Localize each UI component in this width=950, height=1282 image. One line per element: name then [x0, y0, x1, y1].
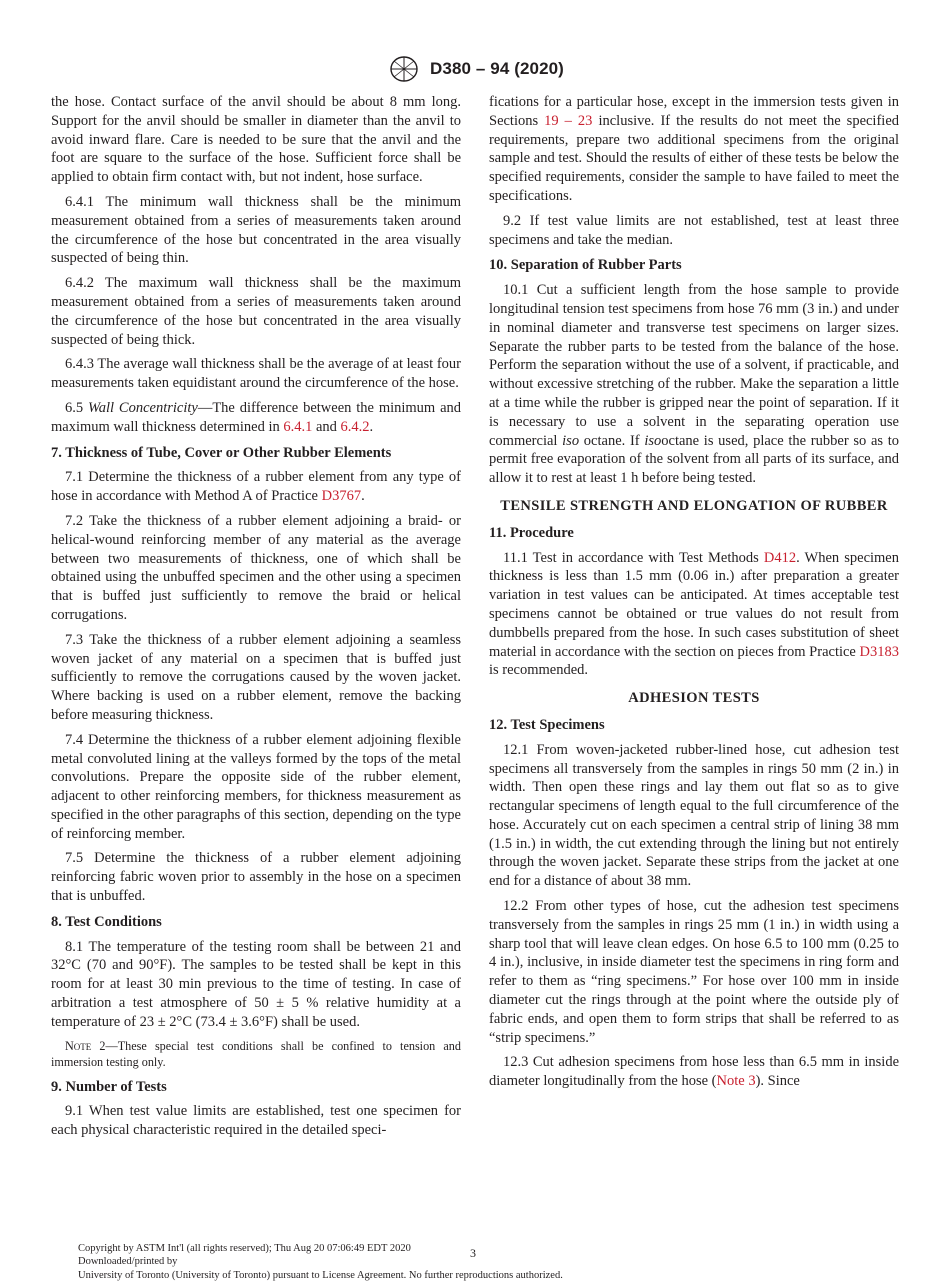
note-2: Note 2—These special test conditions shall be confined to tension and immersion testing only.	[51, 1038, 461, 1069]
link-sections-19-23[interactable]: 19 – 23	[544, 112, 593, 129]
link-6-4-2[interactable]: 6.4.2	[340, 418, 370, 435]
heading-section-9: 9. Number of Tests	[51, 1078, 167, 1095]
paragraph-12-3: 12.3 Cut adhesion specimens from hose less than 6.5 mm in inside diameter longitudinally from the hose (Note 3). Since	[489, 1054, 899, 1090]
right-column	[489, 93, 899, 1097]
section-adhesion-tests: ADHESION TESTS	[628, 690, 760, 707]
document-id: D380 – 94 (2020)	[430, 59, 564, 78]
left-column	[51, 93, 461, 1146]
footer-license: University of Toronto (University of Toronto) pursuant to License Agreement. No further reproductions authorized.	[78, 1269, 563, 1281]
link-note-3[interactable]: Note 3	[716, 1073, 756, 1090]
paragraph-6-4-3: 6.4.3 The average wall thickness shall be the average of at least four measurements taken equidistant around the circumference of the hose.	[51, 356, 461, 392]
page-number: 3	[470, 1246, 476, 1260]
footer-downloaded: Downloaded/printed by	[78, 1256, 178, 1268]
link-6-4-1[interactable]: 6.4.1	[283, 418, 313, 435]
paragraph-8-1: 8.1 The temperature of the testing room shall be between 21 and 32°C (70 and 90°F). The samples to be tested shall be kept in this room for at least 30 min previous to the time of testing. In case of arbitration a test atmosphere of 50 ± 5 % relative humidity at a temperature of 23 ± 2°C (73.4 ± 3.6°F) shall be used.	[51, 938, 461, 1030]
paragraph-9-2: 9.2 If test value limits are not established, test at least three specimens and take the median.	[489, 212, 899, 248]
heading-section-12: 12. Test Specimens	[489, 716, 605, 733]
astm-logo	[386, 56, 422, 82]
page-header	[0, 56, 950, 82]
paragraph-7-2: 7.2 Take the thickness of a rubber element adjoining a braid- or helical-wound reinforcing member of any material as the average between two measurements of thickness, one of which shall be obtained using the unbuffed specimen and the other using a specimen that is buffed just sufficiently to remove the braid or helical corrugations.	[51, 512, 461, 623]
paragraph-7-3: 7.3 Take the thickness of a rubber element adjoining a seamless woven jacket of any material on a specimen that is buffed just sufficiently to remove the corrugations caused by the woven jacket. Where backing is used on a rubber element, remove the backing before measuring thickness.	[51, 631, 461, 723]
paragraph-6-4-2: 6.4.2 The maximum wall thickness shall be the maximum measurement obtained from a series of measurements taken around the circumference of the hose but concentrated in the area visually suspected of being thick.	[51, 275, 461, 348]
footer-copyright: Copyright by ASTM Int'l (all rights reserved); Thu Aug 20 07:06:49 EDT 2020	[78, 1243, 411, 1254]
paragraph-7-4: 7.4 Determine the thickness of a rubber element adjoining flexible metal convoluted lining at the valleys formed by the tops of the metal convolutions. Prepare the opposite side of the rubber element, adjacent to other reinforcing members, for thickness measurement as specified in the other paragraphs of this section, depending on the type of reinforcing member.	[51, 731, 461, 842]
link-d3183[interactable]: D3183	[859, 643, 899, 660]
page-footer	[78, 1242, 878, 1282]
heading-section-8: 8. Test Conditions	[51, 913, 162, 930]
section-tensile-strength: TENSILE STRENGTH AND ELONGATION OF RUBBER	[500, 497, 888, 514]
paragraph-6-4-1: 6.4.1 The minimum wall thickness shall be the minimum measurement obtained from a series of measurements taken around the circumference of the hose but concentrated in the area visually suspected of being thin.	[51, 193, 461, 267]
paragraph-11-1: 11.1 Test in accordance with Test Methods D412. When specimen thickness is less than 1.5 mm (0.06 in.) after preparation a greater variation in test values can be anticipated. At times acceptable test specimens cannot be obtained or true values do not result from dumbbells prepared from the hose. In such cases substitution of sheet material in accordance with the section on pieces from Practice D3183 is recommended.	[489, 549, 899, 679]
paragraph-9-1-continued: fications for a particular hose, except in the immersion tests given in Sections 19 – 23 inclusive. If the results do not meet the specified requirements, prepare two additional specimens from the original sample and test. Should the results of either of these tests be below the specified requirements, consider the sample to have failed to meet the specifications.	[489, 94, 900, 204]
heading-section-11: 11. Procedure	[489, 524, 574, 541]
paragraph-7-1: 7.1 Determine the thickness of a rubber element from any type of hose in accordance with Method A of Practice D3767.	[51, 469, 461, 505]
paragraph-12-1: 12.1 From woven-jacketed rubber-lined hose, cut adhesion test specimens all transversely from the samples in rings 50 mm (2 in.) in width. Then open these rings and lay them out flat so as to give rectangular specimens of length equal to the full circumference of the hose. Accurately cut on each specimen a central strip of lining 38 mm (1.5 in.) in width, the cut extending through the lining but not entirely through the woven jacket. Separate these strips from the jacket at one end for a distance of about 38 mm.	[489, 741, 899, 890]
term-wall-concentricity: Wall Concentricity	[87, 399, 198, 416]
paragraph-6-4-continued: the hose. Contact surface of the anvil should be about 8 mm long. Support for the anvil should be smaller in diameter than the anvil to avoid inward flare. Care is needed to be sure that the anvil and the foot are square to the surface of the hose. Sufficient force shall be applied to obtain firm contact with, but not indent, hose surface.	[51, 94, 461, 186]
paragraph-7-5: 7.5 Determine the thickness of a rubber element adjoining reinforcing fabric woven prior to assembly in the hose on a specimen that is unbuffed.	[51, 850, 461, 905]
paragraph-12-2: 12.2 From other types of hose, cut the adhesion test specimens transversely from the samples in rings 25 mm (1 in.) in width using a sharp tool that will leave clean edges. On hose 6.5 to 100 mm (0.25 to 4 in.), inclusive, in inside diameter test the specimens in ring form and refer to them as “ring specimens.” For hose over 100 mm in inside diameter cut the rings through at the point where the outside ply of fabric ends, and open them to form strips that shall be referred to as “strip specimens.”	[489, 898, 899, 1046]
paragraph-10-1: 10.1 Cut a sufficient length from the hose sample to provide longitudinal tension test specimens from hose 76 mm (3 in.) and under in nominal diameter and transverse test specimens on larger sizes. Separate the rubber parts to be tested from the balance of the hose. Perform the separation without the use of a solvent, if practicable, and without excessive stretching of the rubber. Make the separation a little at a time while the rubber is gripped near the point of separation. If it is necessary to use a solvent in the separating operation use commercial iso octane. If isooctane is used, place the rubber so as to permit free evaporation of the solvent from all parts of its surface, and allow it to rest at least 1 h before being tested.	[489, 282, 900, 487]
paragraph-9-1: 9.1 When test value limits are established, test one specimen for each physical characteristic required in the detailed speci-	[51, 1103, 461, 1139]
heading-section-7: 7. Thickness of Tube, Cover or Other Rubber Elements	[51, 444, 392, 461]
link-d3767[interactable]: D3767	[321, 488, 362, 505]
paragraph-6-5: 6.5 Wall Concentricity—The difference between the minimum and maximum wall thickness determined in 6.4.1 and 6.4.2.	[51, 399, 462, 435]
heading-section-10: 10. Separation of Rubber Parts	[489, 257, 682, 274]
link-d412[interactable]: D412	[763, 549, 797, 566]
